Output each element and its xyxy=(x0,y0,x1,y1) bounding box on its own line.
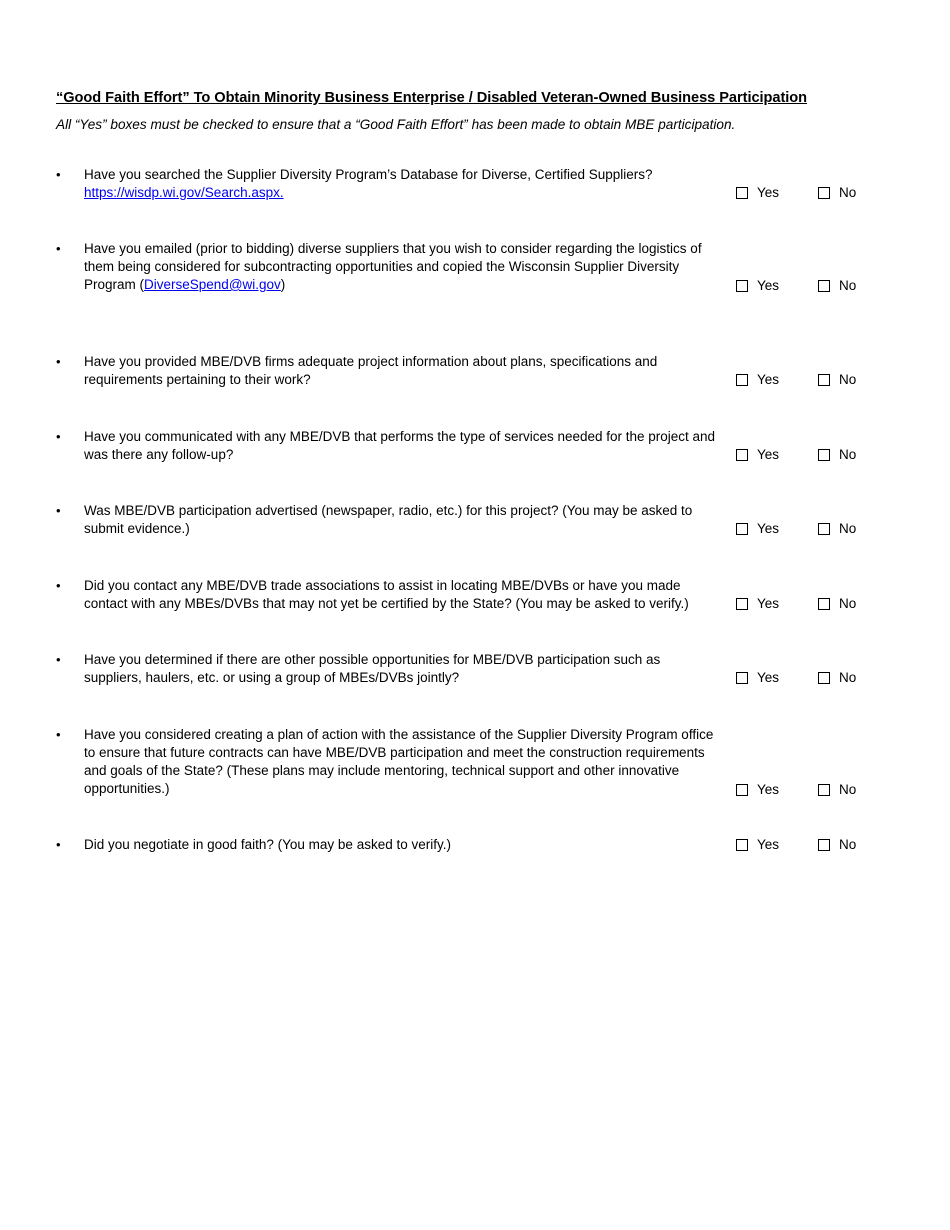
form-subtitle: All “Yes” boxes must be checked to ensure that a “Good Faith Effort” has been made to obtain MBE participation. xyxy=(56,117,736,132)
yes-checkbox[interactable]: Yes xyxy=(736,669,779,687)
bullet: • xyxy=(56,429,61,444)
checkbox-box[interactable] xyxy=(736,187,748,199)
question-text: Have you determined if there are other possible opportunities for MBE/DVB participation such as suppliers, haulers, etc. or using a group of MBEs/DVBs jointly? xyxy=(84,652,661,685)
bullet: • xyxy=(56,354,61,369)
form-title: “Good Faith Effort” To Obtain Minority Business Enterprise / Disabled Veteran-Owned Business Participation xyxy=(56,90,807,106)
no-checkbox[interactable]: No xyxy=(818,781,856,799)
database-link[interactable]: https://wisdp.wi.gov/Search.aspx. xyxy=(84,185,284,200)
bullet: • xyxy=(56,837,61,852)
no-checkbox[interactable]: No xyxy=(818,446,856,464)
yes-checkbox[interactable]: Yes xyxy=(736,781,779,799)
bullet: • xyxy=(56,503,61,518)
checkbox-box[interactable] xyxy=(818,280,830,292)
checkbox-box[interactable] xyxy=(736,374,748,386)
no-checkbox[interactable]: No xyxy=(818,669,856,687)
yes-checkbox[interactable]: Yes xyxy=(736,446,779,464)
question-text: Have you considered creating a plan of action with the assistance of the Supplier Diversity Program office to ensure that future contracts can have MBE/DVB participation and meet the construction requirements and goals of the State? (These plans may include mentoring, technical support and other innovative opportunities.) xyxy=(84,727,714,796)
yes-checkbox[interactable]: Yes xyxy=(736,520,779,538)
checkbox-box[interactable] xyxy=(736,523,748,535)
checkbox-box[interactable] xyxy=(818,598,830,610)
bullet: • xyxy=(56,727,61,742)
no-checkbox[interactable]: No xyxy=(818,520,856,538)
no-checkbox[interactable]: No xyxy=(818,371,856,389)
checkbox-box[interactable] xyxy=(818,374,830,386)
yes-checkbox[interactable]: Yes xyxy=(736,595,779,613)
question-text: Have you provided MBE/DVB firms adequate project information about plans, specifications and requirements pertaining to their work? xyxy=(84,354,658,387)
checkbox-box[interactable] xyxy=(736,598,748,610)
checkbox-box[interactable] xyxy=(736,839,748,851)
question-text: Have you searched the Supplier Diversity Program’s Database for Diverse, Certified Suppliers? https://wisdp.wi.gov/Search.aspx. xyxy=(84,167,653,200)
question-text: Have you communicated with any MBE/DVB that performs the type of services needed for the project and was there any follow-up? xyxy=(84,429,716,462)
checkbox-box[interactable] xyxy=(818,187,830,199)
checkbox-box[interactable] xyxy=(818,672,830,684)
checkbox-box[interactable] xyxy=(736,280,748,292)
yes-checkbox[interactable]: Yes xyxy=(736,184,779,202)
yes-checkbox[interactable]: Yes xyxy=(736,371,779,389)
checkbox-box[interactable] xyxy=(818,839,830,851)
question-text: Did you negotiate in good faith? (You may be asked to verify.) xyxy=(84,837,451,852)
question-text: Did you contact any MBE/DVB trade associations to assist in locating MBE/DVBs or have you made contact with any MBEs/DVBs that may not yet be certified by the State? (You may be asked to verify.) xyxy=(84,578,689,611)
no-checkbox[interactable]: No xyxy=(818,595,856,613)
email-link[interactable]: DiverseSpend@wi.gov xyxy=(144,277,281,292)
checkbox-box[interactable] xyxy=(736,672,748,684)
bullet: • xyxy=(56,578,61,593)
question-text: Was MBE/DVB participation advertised (newspaper, radio, etc.) for this project? (You may be asked to submit evidence.) xyxy=(84,503,693,536)
question-text: Have you emailed (prior to bidding) diverse suppliers that you wish to consider regarding the logistics of them being considered for subcontracting opportunities and copied the Wisconsin Supplier Diversity Program (DiverseSpend@wi.gov) xyxy=(84,241,702,292)
yes-checkbox[interactable]: Yes xyxy=(736,836,779,854)
checkbox-box[interactable] xyxy=(736,449,748,461)
no-checkbox[interactable]: No xyxy=(818,277,856,295)
yes-checkbox[interactable]: Yes xyxy=(736,277,779,295)
bullet: • xyxy=(56,241,61,256)
no-checkbox[interactable]: No xyxy=(818,836,856,854)
checkbox-box[interactable] xyxy=(818,449,830,461)
checkbox-box[interactable] xyxy=(818,523,830,535)
checkbox-box[interactable] xyxy=(818,784,830,796)
bullet: • xyxy=(56,652,61,667)
no-checkbox[interactable]: No xyxy=(818,184,856,202)
bullet: • xyxy=(56,167,61,182)
checkbox-box[interactable] xyxy=(736,784,748,796)
